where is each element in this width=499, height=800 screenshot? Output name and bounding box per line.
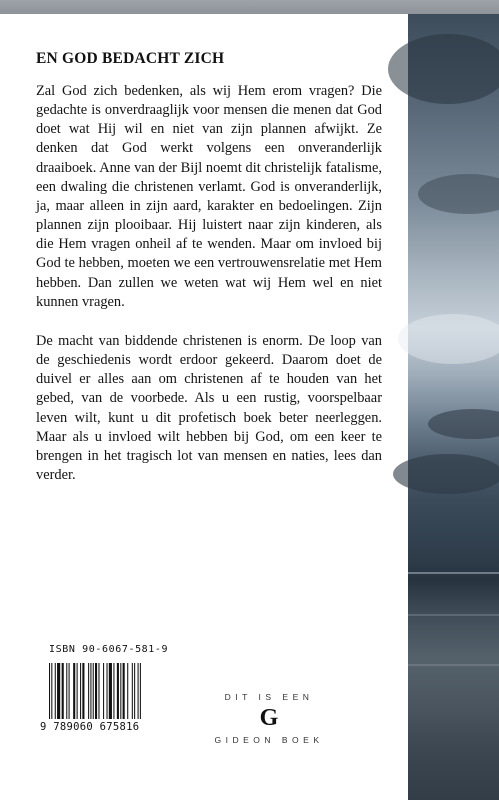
gideon-logo-icon: G bbox=[259, 705, 279, 731]
wave-highlight bbox=[408, 614, 499, 616]
barcode-bar bbox=[55, 663, 56, 719]
top-edge bbox=[0, 0, 499, 14]
barcode-bar bbox=[134, 663, 135, 719]
isbn-label: ISBN 90-6067-581-9 bbox=[49, 644, 169, 655]
barcode-bar bbox=[132, 663, 133, 719]
barcode-bar bbox=[107, 663, 108, 719]
barcode-bar bbox=[113, 663, 114, 719]
publisher-logo-block bbox=[186, 692, 352, 745]
barcode-number: 9 789060 675816 bbox=[40, 721, 140, 733]
barcode-bar bbox=[140, 663, 141, 719]
barcode-bar bbox=[57, 663, 60, 719]
blurb-paragraph-1: Zal God zich bedenken, als wij Hem erom vragen? Die gedachte is onverdraaglijk voor mensen die menen dat God doet wat Hij wil en niet van zijn plannen afwijkt. Ze denken dat God werkt volgens een onveranderlijk draaiboek. Anne van der Bijl noemt dit christelijk fatalisme, een dwaling die christenen verlamt. God is onveranderlijk, ja, maar alleen in zijn aard, karakter en bedoelingen. Zijn plannen zijn plooibaar. Hij luistert naar zijn kinderen, als die Hem vragen onheil af te wenden. Maar om invloed bij God te hebben, moeten we een vertrouwensrelatie met Hem hebben. Dan zullen we weten wat wij Hem wel en niet kunnen vragen. bbox=[36, 83, 382, 310]
cloud-shape bbox=[398, 314, 499, 364]
wave-highlight bbox=[408, 664, 499, 666]
barcode-bar bbox=[73, 663, 75, 719]
cloud-shape bbox=[428, 409, 499, 439]
barcode-bar bbox=[109, 663, 112, 719]
barcode-bar bbox=[51, 663, 52, 719]
book-title: EN GOD BEDACHT ZICH bbox=[36, 50, 225, 67]
barcode-bar bbox=[120, 663, 121, 719]
barcode-bar bbox=[66, 663, 67, 719]
barcode-bar bbox=[117, 663, 119, 719]
barcode-bar bbox=[82, 663, 84, 719]
barcode-bar bbox=[98, 663, 99, 719]
publisher-name: GIDEON BOEK bbox=[214, 735, 324, 745]
blurb-paragraph-2: De macht van biddende christenen is enorm. De loop van de geschiedenis wordt erdoor gekeerd. Daarom doet de duivel er alles aan om christenen af te houden van het gebed, van de voorbede. Als u een rustig, voorspelbaar leven wilt, kunt u dit profetisch boek beter neerleggen. Maar als u invloed wilt hebben bij God, om een keer te brengen in het tragisch lot van mensen en naties, lees dan verder. bbox=[36, 332, 382, 483]
barcode-bar bbox=[90, 663, 91, 719]
cloud-shape bbox=[388, 34, 499, 104]
barcode-bar bbox=[77, 663, 78, 719]
horizon-line bbox=[408, 572, 499, 574]
ean-barcode bbox=[49, 663, 175, 719]
cloud-shape bbox=[418, 174, 499, 214]
barcode-bar bbox=[49, 663, 50, 719]
barcode-bar bbox=[88, 663, 89, 719]
barcode-bar bbox=[127, 663, 128, 719]
barcode-bar bbox=[95, 663, 97, 719]
barcode-bar bbox=[138, 663, 139, 719]
cloud-shape bbox=[393, 454, 499, 494]
barcode-bar bbox=[62, 663, 64, 719]
blurb-text bbox=[36, 82, 382, 485]
barcode-bar bbox=[123, 663, 125, 719]
barcode-bar bbox=[103, 663, 104, 719]
publisher-tagline-top: DIT IS EEN bbox=[224, 692, 314, 702]
barcode-bar bbox=[69, 663, 70, 719]
barcode-bar bbox=[80, 663, 81, 719]
barcode-bar bbox=[93, 663, 94, 719]
sea-sky-photo-strip bbox=[408, 14, 499, 800]
